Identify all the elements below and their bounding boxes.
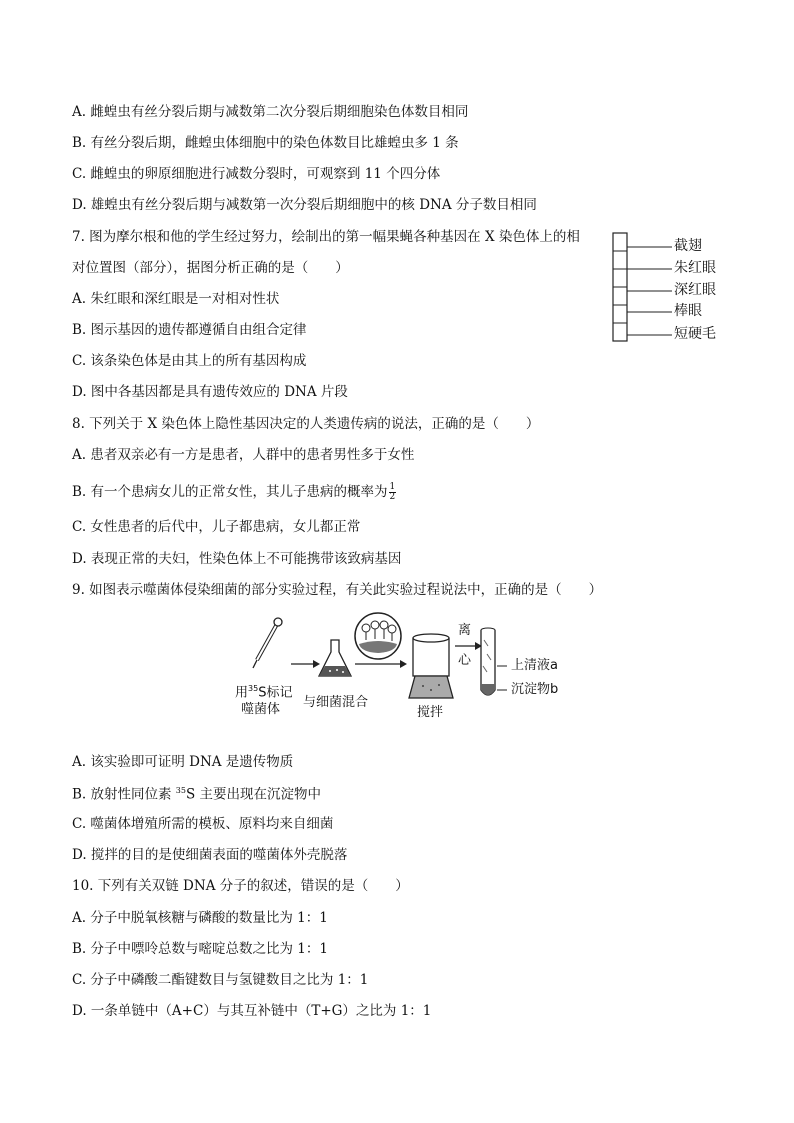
label-35s-labeled: 用$^{35}$S标记 [235,684,293,701]
phage-infection-experiment-figure [225,610,575,722]
label-centrifuge-1: 离 [458,623,472,638]
label-precipitate: 沉淀物b [511,682,559,697]
gene-label-short-bristle: 短硬毛 [674,326,716,342]
q10-option-b: B. 分子中嘌呤总数与嘧啶总数之比为 1：1 [72,941,328,957]
q8-option-d: D. 表现正常的夫妇，性染色体上不可能携带该致病基因 [72,551,402,567]
q10-option-d: D. 一条单链中（A+C）与其互补链中（T+G）之比为 1：1 [72,1003,432,1019]
q9-stem: 9. 如图表示噬菌体侵染细菌的部分实验过程，有关此实验过程说法中，正确的是（ ） [72,582,603,598]
q10-stem: 10. 下列有关双链 DNA 分子的叙述，错误的是（ ） [72,878,409,894]
q6-option-c: C. 雌蝗虫的卵原细胞进行减数分裂时，可观察到 11 个四分体 [72,166,441,182]
label-centrifuge-2: 心 [458,653,472,668]
q8-option-c: C. 女性患者的后代中，儿子都患病，女儿都正常 [72,519,361,535]
x-chromosome-gene-map [612,232,732,344]
q8-option-a: A. 患者双亲必有一方是患者，人群中的患者男性多于女性 [72,447,415,463]
fraction-one-half: $\frac{1}{2}$ [389,482,396,502]
label-mix-with-bacteria: 与细菌混合 [303,695,369,710]
q7-option-d: D. 图中各基因都是具有遗传效应的 DNA 片段 [72,384,348,400]
arrow-right-icon [455,642,482,650]
q7-stem-line2: 对位置图（部分），据图分析正确的是（ ） [72,260,349,276]
gene-label-bar-eye: 棒眼 [674,303,702,319]
q10-option-c: C. 分子中磷酸二酯键数目与氢键数目之比为 1：1 [72,972,369,988]
q7-option-a: A. 朱红眼和深红眼是一对相对性状 [72,291,280,307]
q9-option-a: A. 该实验即可证明 DNA 是遗传物质 [72,754,294,770]
arrow-right-icon [291,660,320,668]
blender-icon [409,634,453,698]
conical-flask-icon [319,640,351,676]
q6-option-b: B. 有丝分裂后期，雌蝗虫体细胞中的染色体数目比雄蝗虫多 1 条 [72,135,459,151]
gene-label-cut-wing: 截翅 [674,238,702,254]
label-phage: 噬菌体 [241,702,281,717]
q7-option-c: C. 该条染色体是由其上的所有基因构成 [72,353,307,369]
gene-label-deep-red-eye: 深红眼 [674,282,716,298]
q9-option-b: B. 放射性同位素 $^{35}$S 主要出现在沉淀物中 [72,786,322,803]
q8-option-b-text: B. 有一个患病女儿的正常女性，其儿子患病的概率为 [72,484,388,500]
q7-option-b: B. 图示基因的遗传都遵循自由组合定律 [72,322,307,338]
q10-option-a: A. 分子中脱氧核糖与磷酸的数量比为 1：1 [72,910,328,926]
q9-option-d: D. 搅拌的目的是使细菌表面的噬菌体外壳脱落 [72,847,348,863]
label-stir: 搅拌 [417,705,444,720]
gene-label-vermilion-eye: 朱红眼 [674,260,716,276]
q7-stem-line1: 7. 图为摩尔根和他的学生经过努力，绘制出的第一幅果蝇各种基因在 X 染色体上的相 [72,229,580,245]
magnified-view-icon [355,613,401,659]
q6-option-d: D. 雄蝗虫有丝分裂后期与减数第一次分裂后期细胞中的核 DNA 分子数目相同 [72,197,537,213]
q6-option-a: A. 雌蝗虫有丝分裂后期与减数第二次分裂后期细胞染色体数目相同 [72,104,469,120]
label-supernatant: 上清液a [511,658,558,673]
q9-option-c: C. 噬菌体增殖所需的模板、原料均来自细菌 [72,816,334,832]
q8-option-b [72,483,396,502]
arrow-right-icon [355,660,407,668]
phage-dropper-icon [253,618,282,668]
q8-stem: 8. 下列关于 X 染色体上隐性基因决定的人类遗传病的说法，正确的是（ ） [72,416,540,432]
test-tube-icon [481,628,507,695]
